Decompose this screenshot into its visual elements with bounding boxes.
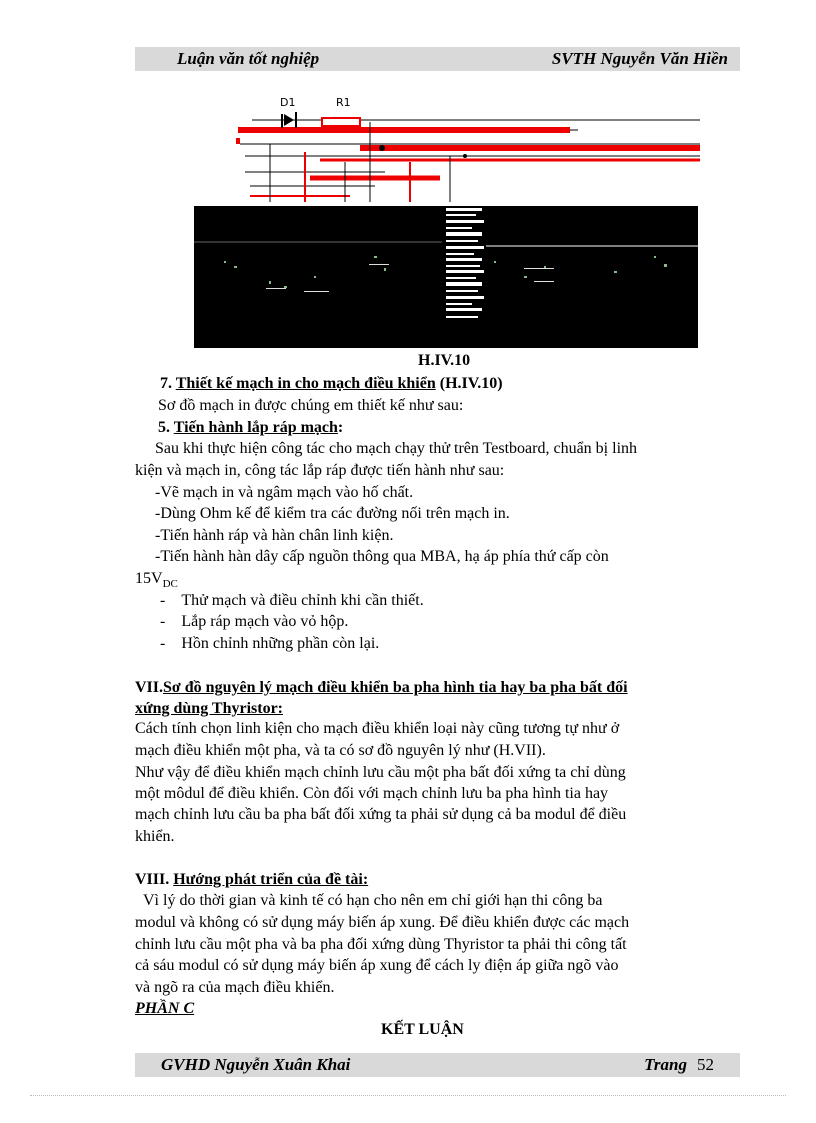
- section-5-colon: :: [337, 419, 344, 436]
- page-header: [135, 47, 740, 71]
- section-5-heading: [158, 417, 343, 438]
- bullet-item: - Lắp ráp mạch vào vỏ hộp.: [160, 613, 349, 630]
- header-thesis-title: Luận văn tốt nghiệp: [177, 49, 320, 68]
- figure-caption: H.IV.10: [418, 352, 471, 369]
- section-7-body: Sơ đồ mạch in được chúng em thiết kế như sau:: [158, 397, 464, 414]
- section-viii-line: modul và không có sử dụng máy biến áp xung. Để điều khiển được các mạch: [135, 914, 630, 931]
- section-5-number: 5.: [158, 419, 170, 436]
- page-bottom-divider: [30, 1095, 786, 1096]
- part-c-label: PHẦN C: [135, 1000, 195, 1017]
- diode-d1-label: D1: [280, 96, 296, 109]
- section-7-number: 7.: [160, 375, 172, 392]
- resistor-r1-label: R1: [336, 96, 351, 109]
- step-item: -Tiến hành ráp và hàn chân linh kiện.: [155, 527, 394, 544]
- bullet-item: - Hồn chỉnh những phần còn lại.: [160, 635, 380, 652]
- footer-advisor: GVHD Nguyễn Xuân Khai: [161, 1055, 351, 1074]
- header-student-name: SVTH Nguyễn Văn Hiền: [551, 49, 728, 68]
- section-5-intro-line-2: kiện và mạch in, công tác lắp ráp được tiến hành như sau:: [135, 462, 505, 479]
- section-5-title: Tiến hành lắp ráp mạch: [173, 419, 338, 436]
- section-7-heading: [160, 373, 503, 394]
- footer-page-label: Trang: [644, 1055, 687, 1074]
- voltage-value: $15V_{DC}$: [135, 570, 178, 591]
- section-vii-line: Như vậy để điều khiển mạch chỉnh lưu cầu một pha bất đối xứng ta chỉ dùng: [135, 764, 626, 781]
- step-item: -Dùng Ohm kế để kiểm tra các đường nối trên mạch in.: [155, 505, 510, 522]
- part-c-title: KẾT LUẬN: [381, 1021, 464, 1038]
- schematic-lines: [238, 112, 700, 202]
- section-vii-line: khiển.: [135, 828, 175, 845]
- step-item: -Vẽ mạch in và ngâm mạch vào hố chất.: [155, 484, 414, 501]
- section-viii-line: cả sáu modul có sử dụng máy biến áp xung để cách ly điện áp giữa ngõ vào: [135, 957, 619, 974]
- footer-page: [644, 1053, 714, 1077]
- section-viii-number: VIII.: [135, 871, 170, 888]
- section-7-ref: (H.IV.10): [439, 375, 503, 392]
- section-vii-line: mạch điều khiển một pha, và ta có sơ đồ nguyên lý như (H.VII).: [135, 742, 546, 759]
- section-viii-title: Hướng phát triển của đề tài:: [173, 871, 369, 888]
- section-viii-line: Vì lý do thời gian và kinh tế có hạn cho nên em chỉ giới hạn thi công ba: [143, 892, 603, 909]
- section-7-title: Thiết kế mạch in cho mạch điều khiển: [175, 375, 436, 392]
- section-viii-heading: [135, 869, 368, 890]
- section-vii-title-line-2: xứng dùng Thyristor:: [135, 700, 284, 717]
- pcb-traces: [194, 206, 698, 348]
- section-vii-number: VII.: [135, 679, 164, 696]
- section-viii-line: chỉnh lưu cầu một pha và ba pha đối xứng dùng Thyristor ta phải thi công tất: [135, 936, 627, 953]
- section-vii-line: Cách tính chọn linh kiện cho mạch điều khiển loại này cũng tương tự như ở: [135, 720, 620, 737]
- footer-page-number: 52: [697, 1055, 714, 1074]
- page-footer: [135, 1053, 740, 1077]
- pcb-layout-image: [194, 206, 698, 348]
- section-5-intro-line-1: Sau khi thực hiện công tác cho mạch chạy thử trên Testboard, chuẩn bị linh: [155, 440, 638, 457]
- section-vii-heading: [135, 677, 628, 698]
- voltage-subscript: DC: [162, 578, 178, 591]
- circuit-schematic-figure: [210, 92, 700, 202]
- section-vii-line: một môdul để điều khiển. Còn đối với mạch chỉnh lưu ba pha hình tia hay: [135, 785, 609, 802]
- step-item: -Tiến hành hàn dây cấp nguồn thông qua MBA, hạ áp phía thứ cấp còn: [155, 548, 609, 565]
- bullet-item: - Thử mạch và điều chỉnh khi cần thiết.: [160, 592, 424, 609]
- section-viii-line: và ngõ ra của mạch điều khiển.: [135, 979, 335, 996]
- section-vii-title-line-1: Sơ đồ nguyên lý mạch điều khiển ba pha hình tia hay ba pha bất đối: [163, 679, 628, 696]
- section-vii-line: mạch chỉnh lưu cầu ba pha bất đối xứng ta phải sử dụng cả ba modul để điều: [135, 806, 627, 823]
